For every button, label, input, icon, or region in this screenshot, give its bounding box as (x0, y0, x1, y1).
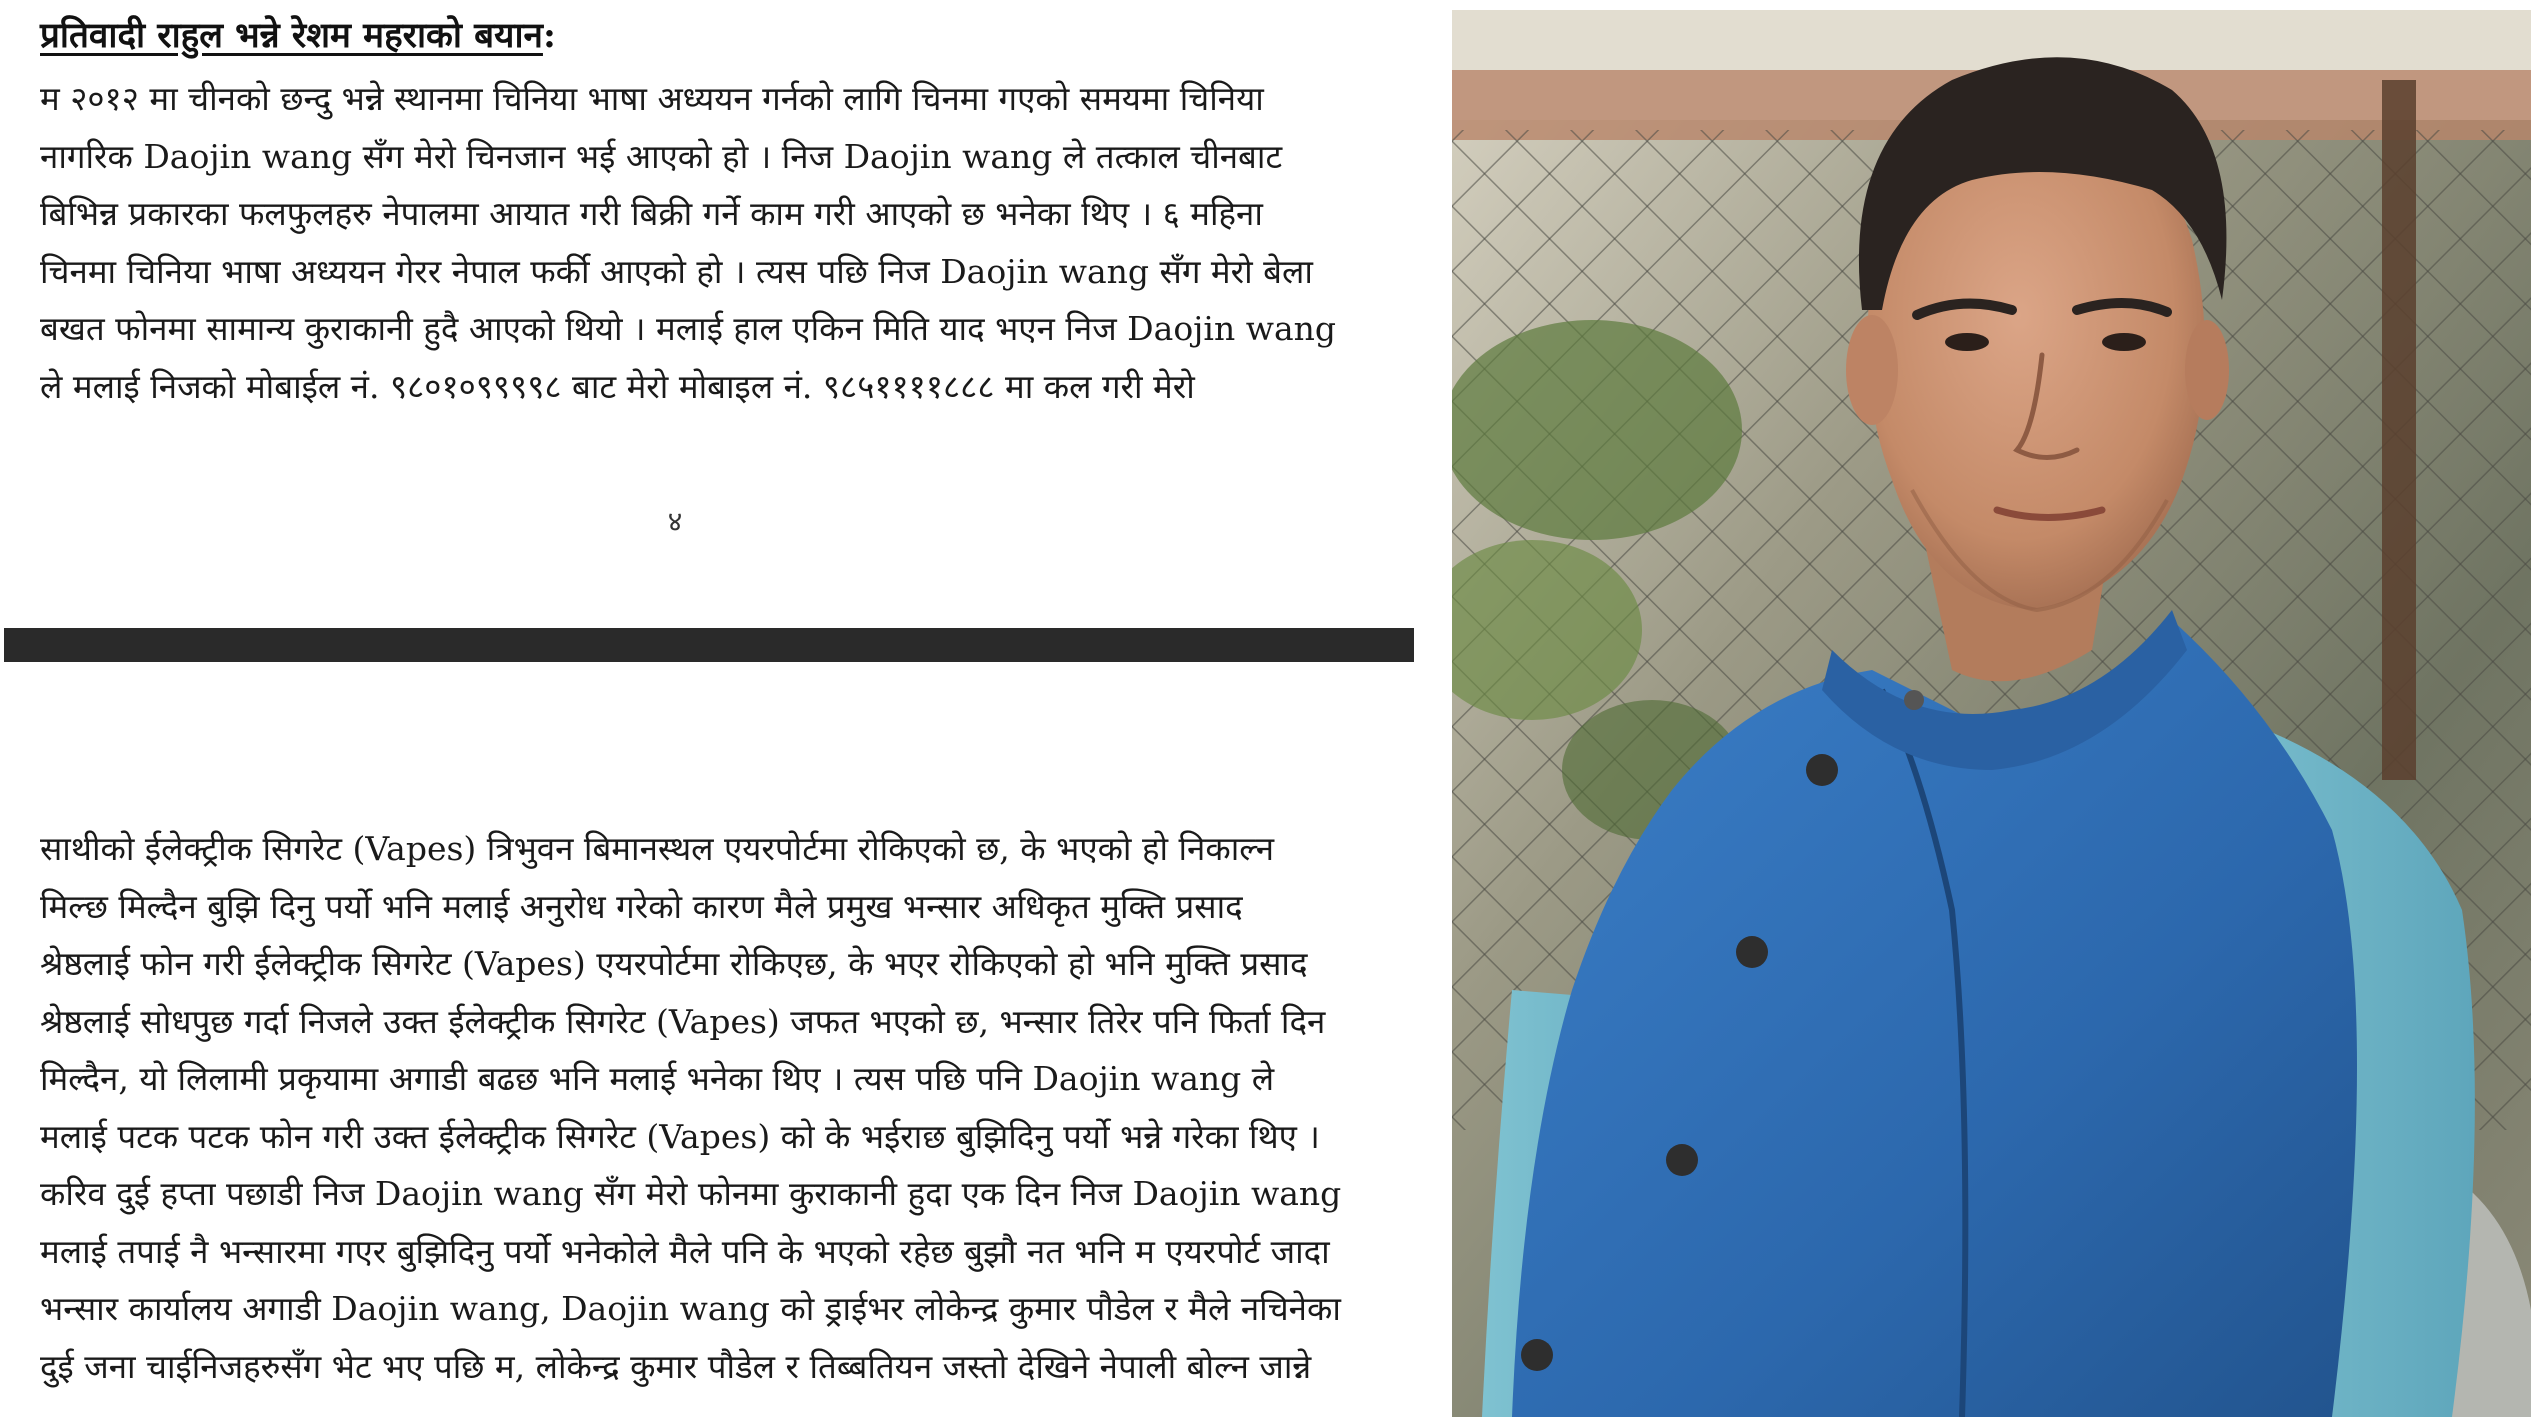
vest-button (1521, 1339, 1553, 1371)
text-line: मलाई तपाई नै भन्सारमा गएर बुझिदिनु पर्यो भनेकोले मैले पनि के भएको रहेछ बुझौ नत भनि म एयरपोर्ट जादा (40, 1231, 1330, 1271)
text-line: बिभिन्न प्रकारका फलफुलहरु नेपालमा आयात गरी बिक्री गर्ने काम गरी आएको छ भनेका थिए । ६ महिना (40, 194, 1263, 233)
text-line: मलाई पटक पटक फोन गरी उक्त ईलेक्ट्रीक सिगरेट (Vapes) को के भईराछ बुझिदिनु पर्यो भन्ने गरेका थिए । (40, 1116, 1320, 1156)
text-line: बखत फोनमा सामान्य कुराकानी हुदै आएको थियो । मलाई हाल एकिन मिति याद भएन निज Daojin wang (40, 309, 1337, 348)
text-line: मिल्छ मिल्दैन बुझि दिनु पर्यो भनि मलाई अनुरोध गरेको कारण मैले प्रमुख भन्सार अधिकृत मुक्ति प्रसाद (40, 886, 1243, 926)
text-line: करिव दुई हप्ता पछाडी निज Daojin wang सँग मेरो फोनमा कुराकानी हुदा एक दिन निज Daojin wang (40, 1174, 1342, 1213)
statement-heading (40, 8, 556, 64)
text-line: म २०१२ मा चीनको छन्दु भन्ने स्थानमा चिनिया भाषा अध्ययन गर्नको लागि चिनमा गएको समयमा चिनिया (40, 79, 1264, 118)
vest-button (1736, 936, 1768, 968)
text-line: मिल्दैन, यो लिलामी प्रकृयामा अगाडी बढछ भनि मलाई भनेका थिए । त्यस पछि पनि Daojin wang ले (40, 1059, 1275, 1098)
text-line: भन्सार कार्यालय अगाडी Daojin wang, Daojin wang को ड्राईभर लोकेन्द्र कुमार पौडेल र मैले नचिनेका (40, 1289, 1341, 1328)
shirt-button (1904, 690, 1924, 710)
portrait-illustration (1452, 10, 2531, 1417)
vest-button (1806, 754, 1838, 786)
foliage (1452, 320, 1742, 540)
text-line: नागरिक Daojin wang सँग मेरो चिनजान भई आएको हो । निज Daojin wang ले तत्काल चीनबाट (40, 136, 1283, 176)
eye-left (1945, 333, 1989, 351)
text-line: ले मलाई निजको मोबाईल नं. ९८०१०९९९९८ बाट मेरो मोबाइल नं. ९८५११११८८८ मा कल गरी मेरो (40, 366, 1195, 406)
eye-right (2102, 333, 2146, 351)
vest-button (1666, 1144, 1698, 1176)
portrait-photo (1452, 10, 2531, 1417)
ear-right (2185, 320, 2229, 420)
text-line: साथीको ईलेक्ट्रीक सिगरेट (Vapes) त्रिभुवन बिमानस्थल एयरपोर्टमा रोकिएको छ, के भएको हो निकाल्न (40, 829, 1275, 868)
text-line: श्रेष्ठलाई फोन गरी ईलेक्ट्रीक सिगरेट (Vapes) एयरपोर्टमा रोकिएछ, के भएर रोकिएको हो भनि मुक्ति प्रसाद (40, 944, 1308, 983)
text-line: चिनमा चिनिया भाषा अध्ययन गेरर नेपाल फर्की आएको हो । त्यस पछि निज Daojin wang सँग मेरो बेला (40, 251, 1313, 291)
paragraph-top (40, 70, 1415, 415)
page-number: ४ (667, 505, 683, 538)
heading-text: प्रतिवादी राहुल भन्ने रेशम महराको बयान (40, 15, 543, 56)
text-line: दुई जना चाईनिजहरुसँग भेट भए पछि म, लोकेन्द्र कुमार पौडेल र तिब्बतियन जस्तो देखिने नेपाली बोल्न जान्ने (40, 1346, 1312, 1386)
heading-colon: : (542, 15, 556, 56)
paragraph-bottom (40, 820, 1415, 1395)
page-break-bar (4, 628, 1414, 662)
post (2382, 80, 2416, 780)
text-line: श्रेष्ठलाई सोधपुछ गर्दा निजले उक्त ईलेक्ट्रीक सिगरेट (Vapes) जफत भएको छ, भन्सार तिरेर पनि फिर्ता दिन (40, 1001, 1326, 1041)
ear-left (1846, 315, 1898, 425)
